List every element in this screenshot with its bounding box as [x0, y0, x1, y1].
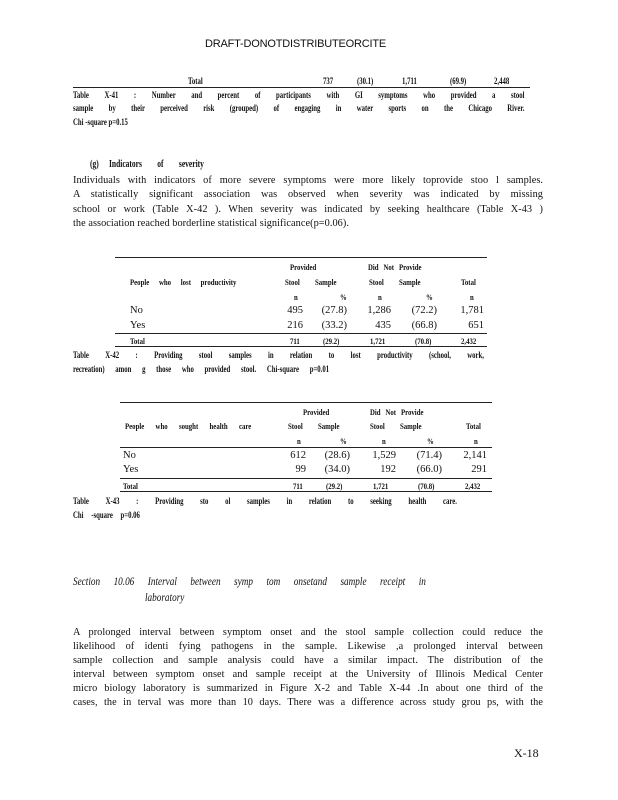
- table43-sub2a: Stool: [370, 421, 385, 431]
- page-header: DRAFT-DONOTDISTRIBUTEORCITE: [205, 38, 386, 50]
- table43-sub1b: Sample: [318, 421, 340, 431]
- table42-cell: 2,432: [461, 336, 477, 346]
- table42-caption-line: recreation) amon g those who provided stool. Chi-square p=0.01: [73, 364, 330, 374]
- table42-mid-rule: [115, 333, 487, 334]
- table42-cell: (33.2): [321, 320, 347, 331]
- table42-row-label: Total: [130, 336, 145, 346]
- table43-cell: 2,141: [463, 450, 487, 461]
- table43-cell: (34.0): [324, 464, 350, 475]
- table42-cell: (29.2): [323, 336, 340, 346]
- section-heading: Section 10.06 Interval between symp tom onsetand sample receipt in: [73, 576, 426, 588]
- table43-header-rule: [120, 447, 492, 448]
- table42-cell: 1,781: [460, 305, 484, 316]
- table43-row-label: Yes: [123, 464, 139, 475]
- paragraph-line: micro biology laboratory is summarized in Figure X-2 and Table X-44 .In about one third of the: [73, 683, 543, 694]
- paragraph-line: the association reached borderline statistical significance(p=0.06).: [73, 218, 349, 229]
- table43-pct2: %: [427, 436, 434, 446]
- table41-caption-line: Table X-41 : Number and percent of participants with GI symptoms who provided a stool: [73, 90, 525, 100]
- table41-total-total: 2,448: [494, 76, 510, 86]
- table43-cell: (70.8): [418, 481, 435, 491]
- paragraph-line: cases, the in terval was more than 10 days. There was a difference across study grou ps, with the: [73, 697, 543, 708]
- paragraph-line: interval between symptom onset and sample receipt at the University of Illinois Medical Center: [73, 669, 543, 680]
- table42-sub2b: Sample: [399, 277, 421, 287]
- table43-cell: 1,529: [372, 450, 396, 461]
- table43-cell: 2,432: [465, 481, 481, 491]
- table42-row-label: Yes: [130, 320, 146, 331]
- table42-cell: 1,721: [370, 336, 386, 346]
- subsection-title: Indicators of severity: [109, 159, 204, 170]
- paragraph-line: A prolonged interval between symptom onset and the stool sample collection could reduce the: [73, 627, 543, 638]
- table43-group1: Provided: [303, 407, 330, 417]
- table42-n1: n: [294, 292, 298, 302]
- table43-sub2b: Sample: [400, 421, 422, 431]
- table41-total-p1: (30.1): [357, 76, 374, 86]
- table42-group2: Did Not Provide: [368, 262, 422, 272]
- table41-caption-line: sample by their perceived risk (grouped) of engaging in water sports on the Chicago River.: [73, 103, 525, 113]
- table42-cell: 435: [375, 320, 391, 331]
- table42-cell: 711: [290, 336, 300, 346]
- table41-total-p2: (69.9): [450, 76, 467, 86]
- table42-caption-line: Table X-42 : Providing stool samples in relation to lost productivity (school, work,: [73, 350, 484, 360]
- table43-row-label: Total: [123, 481, 138, 491]
- table42-pct2: %: [426, 292, 433, 302]
- table43-cell: 99: [295, 464, 306, 475]
- paragraph-line: school or work (Table X-42 ). When severity was indicated by seeking healthcare (Table X-43 ): [73, 204, 543, 215]
- paragraph-line: likelihood of identi fying pathogens in the sample. Likewise ,a prolonged interval between: [73, 641, 543, 652]
- table42-pct1: %: [340, 292, 347, 302]
- table42-cell: (72.2): [411, 305, 437, 316]
- table43-caption-line: Table X-43 : Providing sto ol samples in relation to seeking health care.: [73, 496, 457, 506]
- table43-pct1: %: [340, 436, 347, 446]
- table41-total-label: Total: [188, 76, 203, 86]
- table41-caption-line: Chi -square p=0.15: [73, 117, 128, 127]
- table43-cell: (66.0): [416, 464, 442, 475]
- table42-total-head: Total: [461, 277, 476, 287]
- table42-row-label: No: [130, 305, 143, 316]
- table43-total-head: Total: [466, 421, 481, 431]
- table42-cell: 216: [287, 320, 303, 331]
- table42-cell: (70.8): [415, 336, 432, 346]
- table43-mid-rule: [120, 478, 492, 479]
- table43-row-label: No: [123, 450, 136, 461]
- page-number: X-18: [514, 746, 539, 760]
- table43-cell: 291: [471, 464, 487, 475]
- table43-group2: Did Not Provide: [370, 407, 424, 417]
- subsection-label: (g): [90, 159, 99, 170]
- table42-sub1b: Sample: [315, 277, 337, 287]
- table43-sub1a: Stool: [288, 421, 303, 431]
- table42-n2: n: [378, 292, 382, 302]
- table42-cell: (27.8): [321, 305, 347, 316]
- table42-nt: n: [470, 292, 474, 302]
- table43-n1: n: [297, 436, 301, 446]
- table43-caption-line: Chi -square p=0.06: [73, 510, 140, 520]
- table43-rowhead: People who sought health care: [125, 421, 252, 431]
- table43-cell: 1,721: [373, 481, 389, 491]
- table42-cell: 651: [468, 320, 484, 331]
- paragraph-line: A statistically significant association was observed when severity was indicated by missing: [73, 189, 543, 200]
- table43-cell: (71.4): [416, 450, 442, 461]
- table41-total-n2: 1,711: [402, 76, 417, 86]
- paragraph-line: Individuals with indicators of more severe symptoms were more likely toprovide stoo l samples.: [73, 175, 543, 186]
- table43-top-rule: [120, 402, 492, 403]
- table43-n2: n: [382, 436, 386, 446]
- table43-cell: 711: [293, 481, 303, 491]
- table42-group1: Provided: [290, 262, 317, 272]
- table43-cell: 192: [380, 464, 396, 475]
- table42-bottom-rule: [115, 346, 487, 347]
- table42-cell: 495: [287, 305, 303, 316]
- table43-bottom-rule: [120, 491, 492, 492]
- table42-rowhead: People who lost productivity: [130, 277, 237, 287]
- table43-cell: (29.2): [326, 481, 343, 491]
- table42-sub1a: Stool: [285, 277, 300, 287]
- table42-cell: 1,286: [367, 305, 391, 316]
- table43-cell: 612: [290, 450, 306, 461]
- section-heading-cont: laboratory: [145, 592, 185, 604]
- table42-sub2a: Stool: [369, 277, 384, 287]
- table42-cell: (66.8): [411, 320, 437, 331]
- table41-total-n1: 737: [323, 76, 334, 86]
- paragraph-line: sample collection and sample analysis could have a similar impact. The distribution of the: [73, 655, 543, 666]
- table42-top-rule: [115, 257, 487, 258]
- table43-cell: (28.6): [324, 450, 350, 461]
- table43-nt: n: [474, 436, 478, 446]
- table41-rule: [73, 87, 530, 88]
